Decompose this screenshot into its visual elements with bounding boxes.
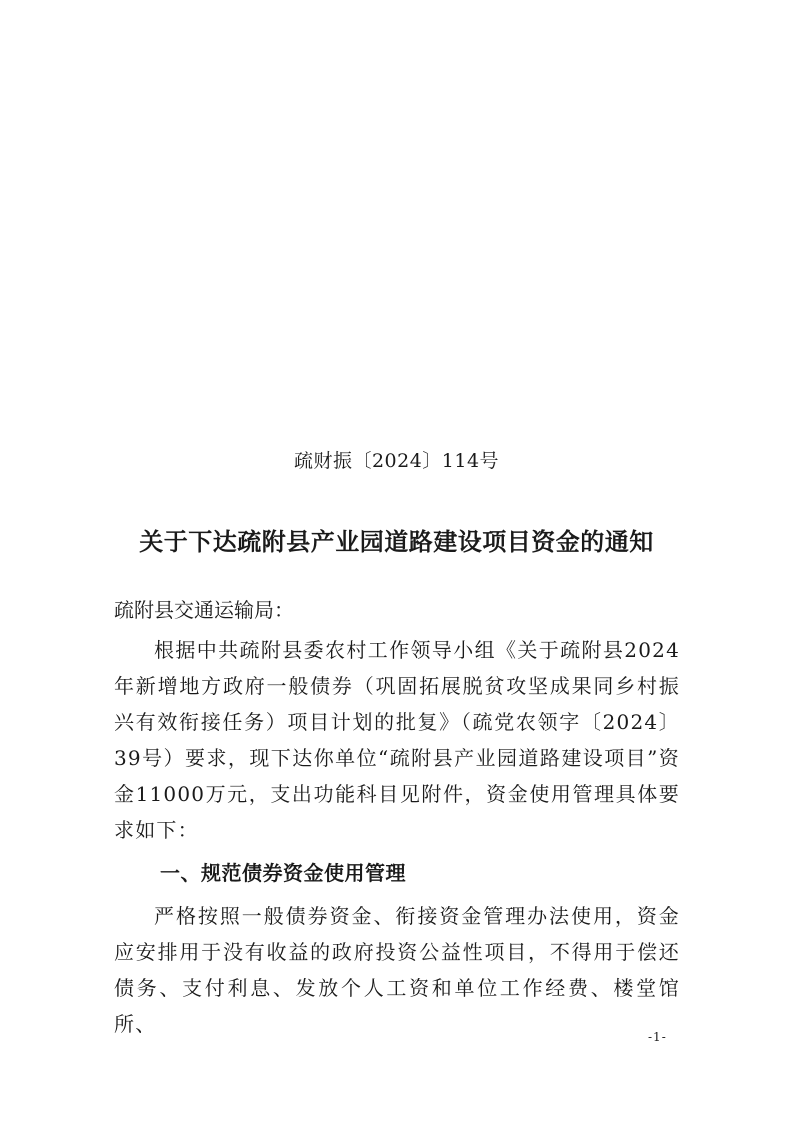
section-heading-1: 一、规范债券资金使用管理 [160, 861, 406, 885]
body-paragraph-1: 根据中共疏附县委农村工作领导小组《关于疏附县2024年新增地方政府一般债券（巩固拓展脱贫攻坚成果同乡村振兴有效衔接任务）项目计划的批复》（疏党农领字〔2024〕39号）要求，现下达你单位“疏附县产业园道路建设项目”资金11000万元，支出功能科目见附件，资金使用管理具体要求如下： [114, 638, 680, 842]
body-paragraph-2: 严格按照一般债券资金、衔接资金管理办法使用，资金应安排用于没有收益的政府投资公益性项目，不得用于偿还债务、支付利息、发放个人工资和单位工作经费、楼堂馆所、 [114, 904, 680, 1036]
page-number: -1- [648, 1030, 667, 1044]
document-title: 关于下达疏附县产业园道路建设项目资金的通知 [139, 528, 654, 556]
recipient: 疏附县交通运输局： [114, 598, 294, 622]
document-number: 疏财振〔2024〕114号 [293, 450, 500, 472]
